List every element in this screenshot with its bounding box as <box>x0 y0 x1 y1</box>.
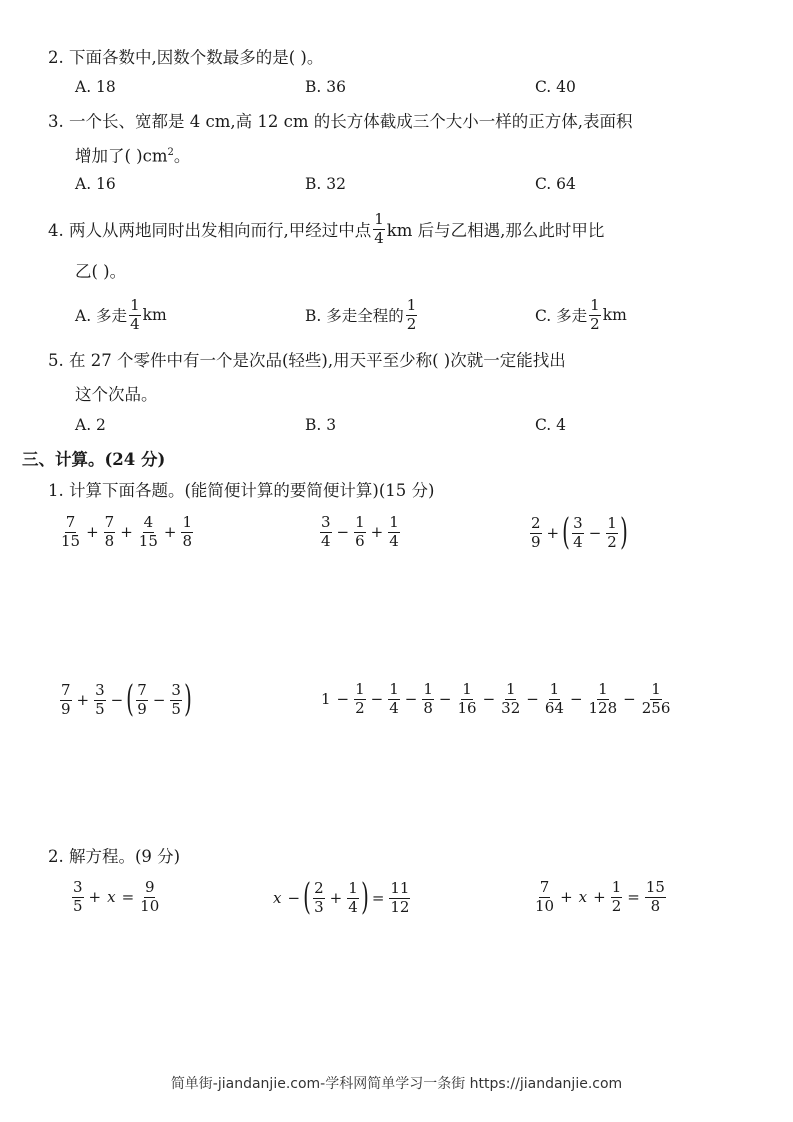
minus-sign: − <box>569 690 583 709</box>
q4-b-frac <box>406 298 418 333</box>
right-paren: ) <box>184 679 192 720</box>
fraction <box>60 680 72 718</box>
q4-a-den: 4 <box>130 314 140 333</box>
numerator: 2 <box>531 513 541 532</box>
fraction <box>530 513 542 551</box>
denominator: 16 <box>457 698 477 717</box>
section3-sub2: 2. 解方程。(9 分) <box>48 847 181 866</box>
q4-fraction <box>373 212 385 247</box>
calc-expr-5 <box>318 682 673 717</box>
minus-sign: − <box>526 690 539 709</box>
numerator: 7 <box>137 680 147 699</box>
numerator: 1 <box>355 513 365 531</box>
q3-line1: 3. 一个长、宽都是 4 cm,高 12 cm 的长方体截成三个大小一样的正方体,表面积 <box>48 112 633 131</box>
q4-a-post: km <box>142 306 167 325</box>
plus-sign: + <box>370 523 384 542</box>
numerator: 3 <box>171 680 181 699</box>
footer-source-text: 简单街-jiandanjie.com-学科网简单学习一条街 https://jiandanjie.com <box>170 1076 623 1092</box>
minus-sign: − <box>482 690 496 709</box>
denominator: 9 <box>137 699 147 718</box>
denominator: 4 <box>389 698 399 717</box>
numerator: 2 <box>314 878 324 897</box>
numerator: 1 <box>348 878 358 897</box>
denominator: 8 <box>423 698 433 717</box>
q4-text-pre: 4. 两人从两地同时出发相向而行,甲经过中点 <box>48 221 372 241</box>
fraction <box>544 682 565 717</box>
calc-expr-3 <box>528 512 628 553</box>
numerator: 3 <box>321 513 331 531</box>
q5-line1: 5. 在 27 个零件中有一个是次品(轻些),用天平至少称( )次就一定能找出 <box>48 351 566 370</box>
denominator: 5 <box>73 896 83 915</box>
fraction <box>313 878 325 916</box>
fraction <box>347 878 359 916</box>
denominator: 10 <box>140 896 160 915</box>
fraction <box>136 680 148 718</box>
denominator: 4 <box>348 897 358 916</box>
plus-sign: + <box>546 524 560 542</box>
minus-sign: − <box>110 691 124 709</box>
denominator: 12 <box>390 897 410 916</box>
minus-sign: − <box>588 524 602 542</box>
q4-a-frac <box>129 298 141 333</box>
denominator: 4 <box>573 532 583 551</box>
q3-line2 <box>75 148 190 165</box>
minus-sign: − <box>336 523 350 542</box>
numerator: 1 <box>607 513 617 532</box>
q4-option-a <box>75 298 167 333</box>
numerator: 7 <box>65 513 76 531</box>
fraction <box>422 682 434 717</box>
q2-option-b: B. 36 <box>305 78 346 96</box>
fraction <box>354 682 366 717</box>
minus-sign: − <box>438 690 452 709</box>
q4-b-num: 1 <box>406 296 417 314</box>
numerator: 1 <box>598 680 608 698</box>
left-paren: ( <box>126 679 135 720</box>
calc-expr-2 <box>318 515 402 550</box>
numerator: 3 <box>73 878 83 896</box>
calc-expr-1 <box>58 515 195 550</box>
minus-sign: − <box>623 690 636 709</box>
q4-c-den: 2 <box>590 314 600 333</box>
plus-sign: + <box>329 889 343 907</box>
equals-sign: = <box>371 889 385 907</box>
fraction <box>500 682 521 717</box>
q3-option-b: B. 32 <box>305 175 346 193</box>
denominator: 2 <box>355 698 365 717</box>
section3-title: 三、计算。(24 分) <box>22 450 166 469</box>
q4-option-c <box>535 298 627 333</box>
numerator: 7 <box>539 878 550 896</box>
variable-x: x <box>273 889 282 907</box>
numerator: 1 <box>355 680 365 698</box>
q4-frac-den: 4 <box>374 228 384 247</box>
plus-sign: + <box>120 523 133 542</box>
fraction <box>354 515 366 550</box>
fraction <box>388 682 400 717</box>
minus-sign: − <box>336 690 350 709</box>
variable-x: x <box>578 888 588 907</box>
left-paren: ( <box>303 877 311 918</box>
equation-3 <box>532 880 668 915</box>
q4-text-post: km 后与乙相遇,那么此时甲比 <box>386 221 605 241</box>
numerator: 1 <box>182 513 193 531</box>
numerator: 9 <box>144 878 155 896</box>
numerator: 1 <box>423 680 433 698</box>
variable-x: x <box>107 888 116 907</box>
equation-2 <box>270 877 412 918</box>
numerator: 3 <box>573 513 583 532</box>
denominator: 3 <box>314 897 324 916</box>
denominator: 2 <box>607 532 617 551</box>
fraction <box>139 880 160 915</box>
numerator: 1 <box>611 878 622 896</box>
q2-text: 2. 下面各数中,因数个数最多的是( )。 <box>48 48 324 67</box>
numerator: 3 <box>95 680 105 699</box>
denominator: 64 <box>544 698 564 717</box>
fraction <box>388 515 400 550</box>
fraction <box>641 682 672 717</box>
plus-sign: + <box>76 691 90 709</box>
q3-line2-end: 。 <box>173 146 191 166</box>
minus-sign: − <box>370 690 384 709</box>
denominator: 9 <box>61 699 71 718</box>
fraction <box>170 680 182 718</box>
q3-superscript: 2 <box>167 147 174 158</box>
plus-sign: + <box>163 523 177 542</box>
q5-line2: 这个次品。 <box>75 385 158 404</box>
q5-option-a: A. 2 <box>75 416 106 434</box>
denominator: 128 <box>588 698 618 717</box>
fraction <box>645 880 666 915</box>
q4-c-num: 1 <box>590 296 600 314</box>
minus-sign: − <box>287 889 301 907</box>
fraction <box>389 878 410 916</box>
q5-option-b: B. 3 <box>305 416 337 434</box>
numerator: 15 <box>645 878 665 896</box>
denominator: 2 <box>611 896 622 915</box>
fraction <box>606 513 618 551</box>
equals-sign: = <box>627 888 640 907</box>
left-paren: ( <box>562 512 571 553</box>
denominator: 6 <box>355 531 365 550</box>
denominator: 8 <box>182 531 193 550</box>
plus-sign: + <box>593 888 606 907</box>
numerator: 11 <box>390 878 410 897</box>
fraction <box>138 515 159 550</box>
numerator: 1 <box>651 680 661 698</box>
minus-sign: − <box>404 690 418 709</box>
numerator: 1 <box>389 680 399 698</box>
q4-b-den: 2 <box>406 314 417 333</box>
q2-option-c: C. 40 <box>535 78 576 96</box>
q4-b-pre: B. 多走全程的 <box>305 307 404 326</box>
q3-option-a: A. 16 <box>75 175 116 193</box>
section3-sub1: 1. 计算下面各题。(能简便计算的要简便计算)(15 分) <box>48 481 435 500</box>
numerator: 1 <box>389 513 399 531</box>
denominator: 4 <box>389 531 399 550</box>
q4-option-b <box>305 298 419 333</box>
q4-frac-num: 1 <box>374 210 384 228</box>
denominator: 10 <box>535 896 555 915</box>
numerator: 1 <box>505 680 516 698</box>
denominator: 9 <box>531 532 541 551</box>
numerator: 1 <box>549 680 560 698</box>
denominator: 8 <box>104 531 115 550</box>
q4-c-pre: C. 多走 <box>535 307 588 326</box>
q5-option-c: C. 4 <box>535 416 567 434</box>
q4-c-post: km <box>602 306 627 325</box>
right-paren: ) <box>360 877 369 918</box>
fraction <box>94 680 106 718</box>
right-paren: ) <box>620 512 628 553</box>
leading-one: 1 <box>321 690 331 709</box>
fraction <box>457 682 478 717</box>
calc-expr-4 <box>58 679 192 720</box>
denominator: 8 <box>650 896 661 915</box>
plus-sign: + <box>86 523 99 542</box>
denominator: 5 <box>95 699 105 718</box>
q3-option-c: C. 64 <box>535 175 576 193</box>
q2-option-a: A. 18 <box>75 78 116 96</box>
fraction <box>72 880 84 915</box>
plus-sign: + <box>88 888 102 907</box>
denominator: 15 <box>61 531 81 550</box>
fraction <box>611 880 623 915</box>
q4-a-pre: A. 多走 <box>75 307 128 326</box>
fraction <box>104 515 116 550</box>
fraction <box>534 880 555 915</box>
numerator: 7 <box>104 513 115 531</box>
fraction <box>181 515 193 550</box>
q4-a-num: 1 <box>130 296 140 314</box>
q3-line2-text: 增加了( )cm <box>75 146 168 166</box>
denominator: 32 <box>501 698 521 717</box>
q4-line1 <box>48 212 604 247</box>
denominator: 15 <box>138 531 158 550</box>
equation-1 <box>70 880 162 915</box>
numerator: 4 <box>143 513 154 531</box>
denominator: 5 <box>171 699 181 718</box>
fraction <box>320 515 332 550</box>
numerator: 7 <box>61 680 71 699</box>
plus-sign: + <box>560 888 573 907</box>
q4-c-frac <box>589 298 601 333</box>
fraction <box>572 513 584 551</box>
fraction <box>60 515 81 550</box>
fraction <box>588 682 619 717</box>
denominator: 256 <box>641 698 671 717</box>
equals-sign: = <box>121 888 135 907</box>
denominator: 4 <box>321 531 331 550</box>
q4-line2: 乙( )。 <box>75 262 127 281</box>
numerator: 1 <box>462 680 472 698</box>
minus-sign: − <box>152 691 166 709</box>
